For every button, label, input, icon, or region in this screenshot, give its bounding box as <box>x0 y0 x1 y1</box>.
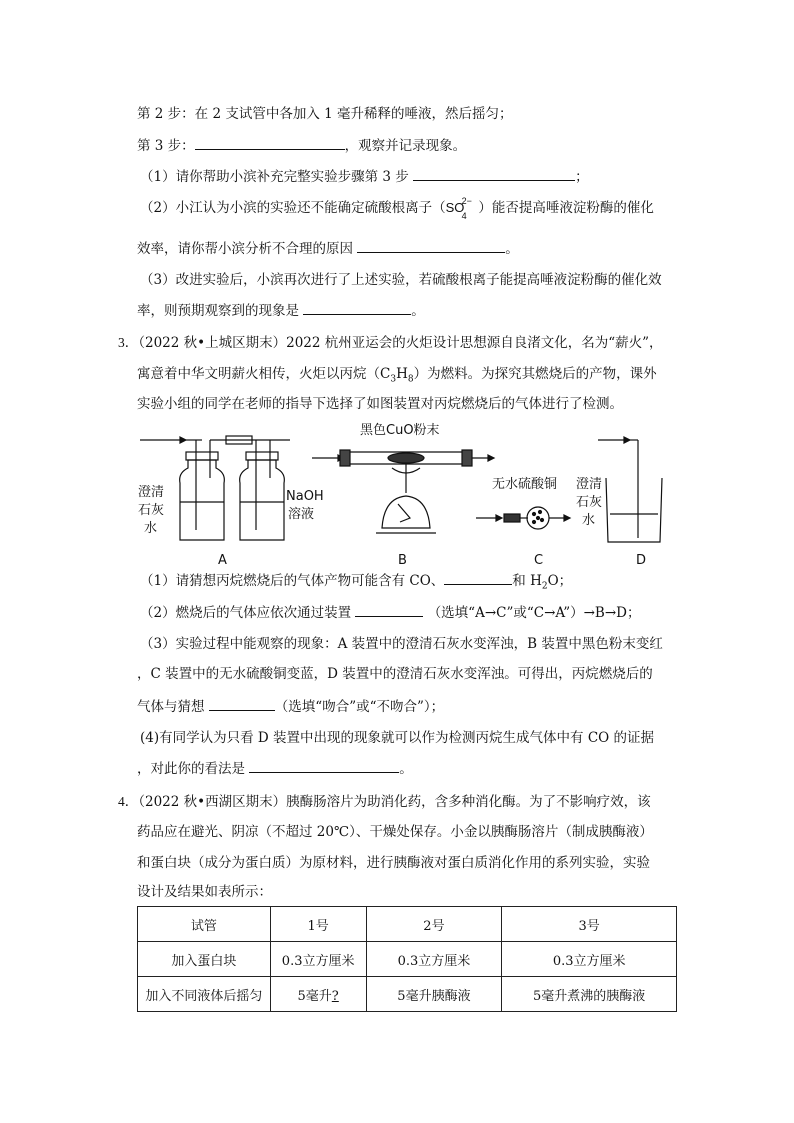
sulfate-ion-formula <box>445 196 472 221</box>
formula-subscript-8: 8 <box>407 374 414 385</box>
question-1-blank[interactable] <box>413 166 575 181</box>
problem-3-q3-blank[interactable] <box>209 696 275 711</box>
cuo-powder <box>388 453 424 463</box>
question-1-end: ； <box>575 169 589 185</box>
table-cell: 5毫升胰酶液 <box>366 977 502 1012</box>
question-2-end: 。 <box>505 241 519 257</box>
naoh-label-1: NaOH <box>286 489 324 504</box>
d-limewater-label-1: 澄清 <box>576 477 603 492</box>
ion-symbol: SO <box>445 200 465 215</box>
problem-3-q4-line-1: (4)有同学认为只看 D 装置中出现的现象就可以作为检测丙烷生成气体中有 CO 的证据 <box>140 730 655 746</box>
problem-3-q3-line-2: ，C 装置中的无水硫酸铜变蓝，D 装置中的澄清石灰水变浑浊。可得出，丙烷燃烧后的 <box>137 666 653 682</box>
question-3-blank[interactable] <box>303 300 411 315</box>
problem-3-q2 <box>140 602 640 623</box>
alcohol-lamp <box>382 496 430 528</box>
problem-4-line-1 <box>118 792 651 812</box>
table-header-cell: 2号 <box>366 907 502 942</box>
question-2-line-1 <box>140 196 654 221</box>
question-3-line-2 <box>137 300 425 321</box>
step-3-blank[interactable] <box>195 135 345 150</box>
problem-3-q3-text-d: （选填“吻合”或“不吻合”）； <box>274 699 445 715</box>
problem-3-text-a: （2022 秋•上城区期末）2022 杭州亚运会的火炬设计思想源自良渚文化，名为“薪火”， <box>138 335 663 351</box>
apparatus-diagram <box>130 418 670 568</box>
problem-3-q1 <box>140 570 572 597</box>
question-2-text-b: ）能否提高唾液淀粉酶的催化 <box>478 200 654 216</box>
naoh-label-2: 溶液 <box>288 507 315 522</box>
table-row <box>138 977 677 1012</box>
beaker <box>606 478 662 542</box>
table-cell-text: 5毫升 <box>297 988 332 1004</box>
formula-subscript-3: 3 <box>390 374 397 385</box>
problem-3-line-3: 实验小组的同学在老师的指导下选择了如图装置对丙烷燃烧后的气体进行了检测。 <box>137 396 623 412</box>
device-label-d: D <box>636 553 647 568</box>
experiment-table <box>137 906 677 1012</box>
table-cell: 加入不同液体后摇匀 <box>138 977 271 1012</box>
table-cell: 加入蛋白块 <box>138 942 271 977</box>
problem-3-q4-end: 。 <box>399 761 413 777</box>
problem-3-q2-text: （2）燃烧后的气体应依次通过装置 <box>140 605 352 621</box>
table-cell: 5毫升煮沸的胰酶液 <box>502 977 677 1012</box>
table-row <box>138 942 677 977</box>
table-row <box>138 907 677 942</box>
problem-3-q3-line-1: （3）实验过程中能观察的现象：A 装置中的澄清石灰水变浑浊，B 装置中黑色粉末变红 <box>140 636 663 652</box>
step-3-line <box>137 135 466 156</box>
limewater-label-3: 水 <box>144 521 158 536</box>
bottle-naoh <box>240 440 290 540</box>
ion-charge: 2− <box>461 196 472 206</box>
d-limewater-label-2: 石灰 <box>576 495 603 510</box>
problem-4-line-4: 设计及结果如表所示： <box>137 884 272 900</box>
limewater-label-2: 石灰 <box>138 503 165 518</box>
problem-3-text-b3: ）为燃料。为探究其燃烧后的产物，课外 <box>413 366 657 382</box>
device-label-b: B <box>398 553 407 568</box>
problem-3-q1-text: （1）请猜想丙烷燃烧后的气体产物可能含有 CO、 <box>140 573 445 589</box>
problem-3-q4-text-b: ，对此你的看法是 <box>137 761 245 777</box>
table-header-cell: 3号 <box>502 907 677 942</box>
table-cell: 0.3立方厘米 <box>502 942 677 977</box>
problem-3-line-2 <box>137 364 657 390</box>
problem-3-text-b2: H <box>396 366 408 382</box>
step-3-suffix: ，观察并记录现象。 <box>344 138 467 154</box>
problem-3-q2-blank[interactable] <box>355 602 423 617</box>
question-2-text-a: （2）小江认为小滨的实验还不能确定硫酸根离子（ <box>140 200 446 216</box>
problem-3-q1-text-c: O； <box>547 573 573 589</box>
device-label-c: C <box>534 553 544 568</box>
arrow-head <box>180 437 186 443</box>
question-2-line-2 <box>137 238 519 259</box>
question-3-end: 。 <box>411 303 425 319</box>
question-2-text-c: 效率，请你帮小滨分析不合理的原因 <box>137 241 353 257</box>
formula-subscript-2: 2 <box>541 581 548 592</box>
problem-4-text-a: （2022 秋•西湖区期末）胰酶肠溶片为助消化药，含多种消化酶。为了不影响疗效，该 <box>138 794 651 810</box>
question-1 <box>140 166 589 187</box>
question-1-text: （1）请你帮助小滨补充完整实验步骤第 3 步 <box>140 169 409 185</box>
device-label-a: A <box>218 553 227 568</box>
table-cell: 0.3立方厘米 <box>270 942 366 977</box>
problem-4-line-2: 药品应在避光、阴凉（不超过 20℃）、干燥处保存。小金以胰酶肠溶片（制成胰酶液） <box>137 824 653 840</box>
table-cell <box>270 977 366 1012</box>
problem-4-number: 4． <box>118 794 139 809</box>
question-2-blank[interactable] <box>357 238 505 253</box>
problem-4-line-3: 和蛋白块（成分为蛋白质）为原材料，进行胰酶液对蛋白质消化作用的系列实验，实验 <box>137 855 650 871</box>
table-cell: 0.3立方厘米 <box>366 942 502 977</box>
cuso4-label: 无水硫酸铜 <box>492 477 558 492</box>
question-3-line-1: （3）改进实验后，小滨再次进行了上述实验，若硫酸根离子能提高唾液淀粉酶的催化效 <box>140 272 662 288</box>
d-limewater-label-3: 水 <box>582 513 596 528</box>
question-3-text-b: 率，则预期观察到的现象是 <box>137 303 299 319</box>
problem-3-q4-blank[interactable] <box>249 758 399 773</box>
problem-3-q3-text-c: 气体与猜想 <box>137 699 205 715</box>
cuo-label: 黑色CuO粉末 <box>360 423 440 438</box>
problem-3-q1-text-b: 和 H <box>512 573 542 589</box>
problem-3-q3-line-3 <box>137 696 444 717</box>
problem-3-q4-line-2 <box>137 758 413 779</box>
problem-3-q1-blank[interactable] <box>444 570 512 585</box>
table-header-cell: 试管 <box>138 907 271 942</box>
problem-3-number: 3． <box>118 335 139 350</box>
step-3-prefix: 第 3 步： <box>137 138 195 154</box>
bottle-limewater <box>180 440 225 540</box>
step-2-text: 第 2 步：在 2 支试管中各加入 1 毫升稀释的唾液，然后摇匀； <box>137 106 513 122</box>
table-header-cell: 1号 <box>270 907 366 942</box>
problem-3-q2-text-b: （选填“A→C”或“C→A”）→B→D； <box>427 605 641 621</box>
ion-subscript: 4 <box>461 211 467 221</box>
limewater-label-1: 澄清 <box>138 485 165 500</box>
unknown-liquid-mark: ? <box>331 988 339 1004</box>
problem-3-line-1 <box>118 333 663 353</box>
problem-3-text-b1: 寓意着中华文明薪火相传，火炬以丙烷（C <box>137 366 391 382</box>
